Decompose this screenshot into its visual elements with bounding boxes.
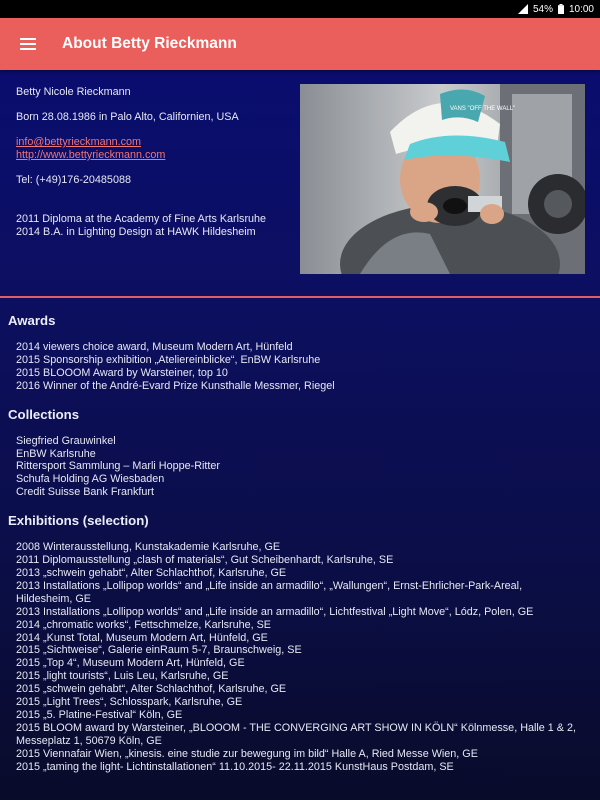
email-link[interactable]: info@bettyrieckmann.com [16,136,141,148]
artist-name: Betty Nicole Rieckmann [16,86,131,98]
list-item: 2015 „Sichtweise“, Galerie einRaum 5-7, Braunschweig, SE [16,644,302,657]
profile-intro [0,70,600,296]
list-item: 2015 „taming the light- Lichtinstallationen“ 11.10.2015- 22.11.2015 KunstHaus Postdam, SE [16,760,454,773]
list-item: 2015 BLOOOM Award by Warsteiner, top 10 [16,366,228,379]
list-item: 2015 „light tourists“, Luis Leu, Karlsruhe, GE [16,670,229,683]
list-item: 2013 Installations „Lollipop worlds“ and „Life inside an armadillo“, „Wallungen“, Ernst-Ehrlicher-Park-Areal, Hildesheim, GE [16,579,523,605]
list-item: EnBW Karlsruhe [16,447,96,460]
education-item: 2011 Diploma at the Academy of Fine Arts Karlsruhe [16,213,267,225]
signal-icon [518,4,528,14]
list-item: 2011 Diplomausstellung „clash of materials“, Gut Scheibenhardt, Karlsruhe, SE [16,554,394,567]
list-item: 2013 Installations „Lollipop worlds“ and „Life inside an armadillo“, Lichtfestival „Light Move“, Lódz, Polen, GE [16,605,534,618]
cv-sections [0,311,600,785]
collections-heading: Collections [8,406,80,422]
list-item: 2016 Winner of the André-Evard Prize Kunsthalle Messmer, Riegel [16,379,335,392]
list-item: Rittersport Sammlung – Marli Hoppe-Ritter [16,460,221,473]
exhibitions-list [0,541,600,773]
list-item: Credit Suisse Bank Frankfurt [16,486,155,499]
list-item: 2013 „schwein gehabt“, Alter Schlachthof, Karlsruhe, GE [16,566,287,579]
about-content[interactable] [0,70,600,800]
exhibitions-heading: Exhibitions (selection) [8,513,149,529]
menu-button[interactable] [14,30,42,58]
hamburger-icon [20,38,36,50]
list-item: 2015 „5. Platine-Festival“ Köln, GE [16,708,183,721]
list-item: Schufa Holding AG Wiesbaden [16,473,165,486]
phone-number: Tel: (+49)176-20485088 [16,174,131,186]
app-bar [0,18,600,70]
section-divider [0,296,600,298]
list-item: 2014 „Kunst Total, Museum Modern Art, Hünfeld, GE [16,631,268,644]
list-item: 2015 BLOOM award by Warsteiner, „BLOOOM - THE CONVERGING ART SHOW IN KÖLN“ Kölnmesse, Halle 1 & 2, Messeplatz 1, 50679 Köln, GE [16,721,577,747]
birth-info: Born 28.08.1986 in Palo Alto, Californien, USA [16,111,239,123]
list-item: 2015 „Light Trees“, Schlosspark, Karlsruhe, GE [16,696,243,709]
clock: 10:00 [568,3,594,15]
list-item: 2015 Sponsorship exhibition „Ateliereinblicke“, EnBW Karlsruhe [16,353,321,366]
education-item: 2014 B.A. in Lighting Design at HAWK Hildesheim [16,226,256,238]
page-title: About Betty Rieckmann [62,35,237,52]
list-item: 2008 Winterausstellung, Kunstakademie Karlsruhe, GE [16,541,281,554]
website-link[interactable]: http://www.bettyrieckmann.com [16,149,166,161]
status-bar [0,0,600,18]
awards-heading: Awards [8,313,56,328]
list-item: Siegfried Grauwinkel [16,434,116,447]
artist-photo [300,84,585,274]
profile-details [16,86,291,239]
list-item: 2015 „schwein gehabt“, Alter Schlachthof, Karlsruhe, GE [16,683,287,696]
list-item: 2014 „chromatic works“, Fettschmelze, Karlsruhe, SE [16,618,272,631]
battery-percent: 54% [532,3,553,15]
cap-logo-text: VANS "OFF THE WALL" [450,106,516,112]
collections-list [0,435,600,500]
awards-list [0,341,600,393]
list-item: 2015 Viennafair Wien, „kinesis. eine studie zur bewegung im bild“ Halle A, Ried Messe Wien, GE [16,747,478,760]
list-item: 2015 „Top 4“, Museum Modern Art, Hünfeld, GE [16,657,245,670]
list-item: 2014 viewers choice award, Museum Modern Art, Hünfeld [16,341,293,353]
battery-icon [558,4,564,14]
